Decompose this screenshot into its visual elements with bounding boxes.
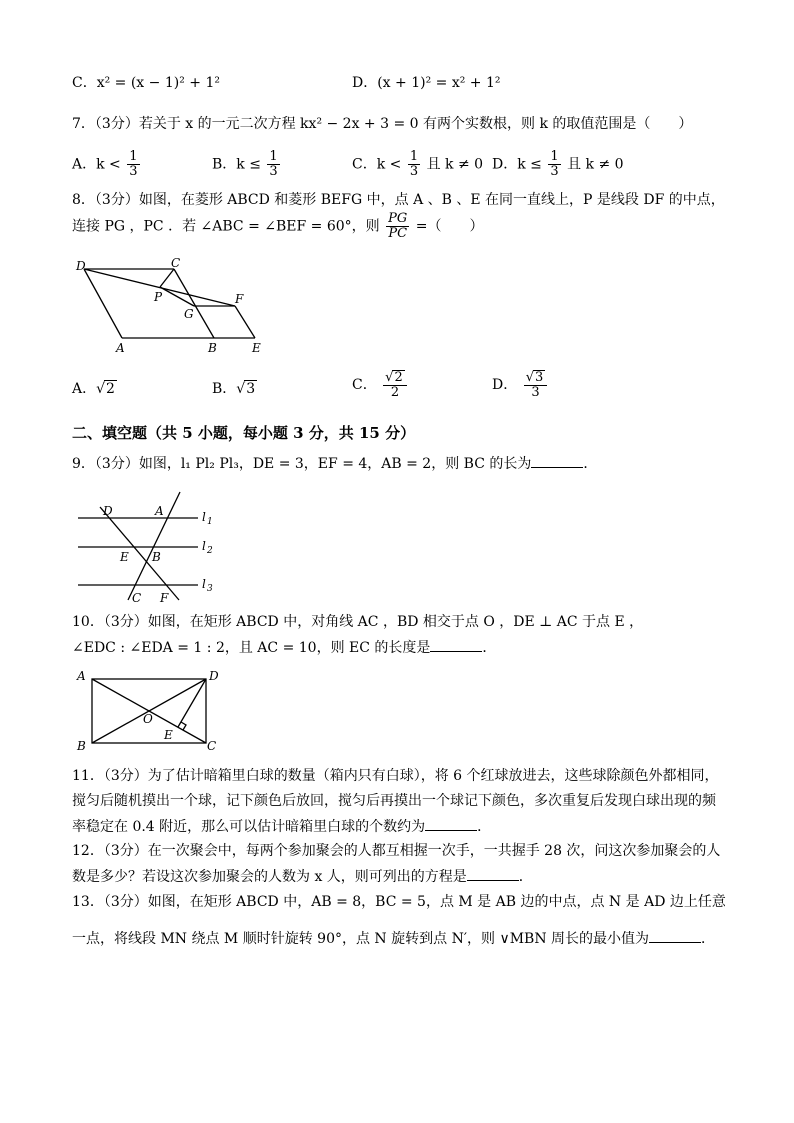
q10-label-o: O — [143, 712, 153, 726]
q11-line1: 11．（3分）为了估计暗箱里白球的数量（箱内只有白球），将 6 个红球放进去，这些球除颜色外都相同， — [72, 768, 719, 784]
q7-option-a-label: A．k < — [72, 156, 121, 173]
frac-den: PC — [388, 226, 408, 241]
fraction — [267, 150, 279, 179]
radical-sign: √ — [96, 381, 106, 397]
frac-num: 1 — [409, 149, 419, 164]
q7-option-d-label: D．k ≤ — [492, 156, 542, 173]
q7-stem: 7．（3分）若关于 x 的一元二次方程 kx² − 2x + 3 = 0 有两个实数根，则 k 的取值范围是（ ） — [72, 116, 693, 132]
q10-label-c: C — [207, 739, 217, 753]
q9-label-l2: l — [202, 539, 206, 553]
q11-line3-end: ． — [477, 819, 492, 835]
q7-option-d-cond: 且 k ≠ 0 — [567, 156, 624, 173]
q13-line2 — [72, 928, 715, 949]
q12-line1: 12．（3分）在一次聚会中，每两个参加聚会的人都互相握一次手，一共握手 28 次，问这次参加聚会的人 — [72, 843, 721, 859]
q9-label-l2-sub: 2 — [207, 546, 213, 556]
q7-option-b-label: B．k ≤ — [212, 156, 261, 173]
radicand: 3 — [246, 381, 256, 397]
q13-line1: 13．（3分）如图，在矩形 ABCD 中，AB = 8，BC = 5，点 M 是 AB 边的中点，点 N 是 AD 边上任意 — [72, 894, 726, 910]
q8-line2-post: =（ ） — [415, 218, 484, 235]
q11-line2: 搅匀后随机摸出一个球，记下颜色后放回，搅匀后再摸出一个球记下颜色，多次重复后发现白球出现的频 — [72, 793, 716, 809]
q9-parallel-lines-figure — [72, 488, 222, 608]
frac-num: 1 — [550, 149, 559, 164]
segment-ef — [235, 306, 255, 338]
q8-line2 — [72, 212, 483, 241]
q8-option-d[interactable] — [492, 370, 549, 400]
q8-line1: 8．（3分）如图，在菱形 ABCD 和菱形 BEFG 中，点 A 、B 、E 在同一直线上，P 是线段 DF 的中点， — [72, 192, 725, 208]
q9-label-l1: l — [202, 510, 206, 524]
q9-label-e: E — [120, 550, 129, 564]
q8-label-c: C — [171, 256, 181, 270]
q7-option-d[interactable] — [492, 150, 624, 179]
q13-line2-end: ． — [701, 931, 716, 947]
section-2-heading: 二、填空题（共 5 小题，每小题 3 分，共 15 分） — [72, 424, 416, 442]
radical-sign: √ — [236, 381, 246, 397]
answer-blank[interactable] — [649, 928, 701, 943]
transversal-ac — [128, 492, 180, 600]
q10-label-d: D — [209, 669, 219, 683]
frac-den: 2 — [390, 385, 400, 400]
q9-label-c: C — [132, 591, 142, 605]
q9-stem-end: ． — [583, 456, 598, 472]
q8-option-b[interactable] — [212, 378, 257, 398]
q13-line2-text: 一点，将线段 MN 绕点 M 顺时针旋转 90°，点 N 旋转到点 N′，则 ∨MBN 周长的最小值为 — [72, 931, 650, 947]
q7-option-c-cond: 且 k ≠ 0 — [426, 156, 484, 173]
q8-option-c-label: C． — [352, 377, 377, 393]
q8-option-b-label: B． — [212, 381, 237, 397]
q10-line2 — [72, 637, 496, 658]
transversal-df — [100, 507, 179, 600]
q10-label-a: A — [77, 669, 86, 683]
frac-num: √2 — [383, 370, 407, 386]
q8-label-d: D — [76, 259, 86, 273]
frac-num: 1 — [269, 149, 278, 164]
q10-line1: 10．（3分）如图，在矩形 ABCD 中，对角线 AC ，BD 相交于点 O ，DE ⊥ AC 于点 E ， — [72, 614, 644, 630]
q9-stem — [72, 453, 597, 474]
q9-label-l3: l — [202, 577, 206, 591]
fraction — [127, 150, 139, 179]
q9-label-l3-sub: 3 — [207, 584, 213, 594]
frac-num: PG — [388, 211, 408, 226]
q11-line3-text: 率稳定在 0.4 附近，那么可以估计暗箱里白球的个数约为 — [72, 819, 426, 835]
q9-label-d: D — [103, 504, 113, 518]
q7-option-a[interactable] — [72, 150, 142, 179]
fraction — [524, 370, 548, 400]
segment-cb — [174, 269, 214, 338]
q12-line2-end: ． — [518, 869, 533, 885]
q9-label-b: B — [152, 550, 161, 564]
q10-line2-text: ∠EDC : ∠EDA = 1 : 2，且 AC = 10，则 EC 的长度是 — [72, 640, 431, 656]
radicand: 2 — [106, 381, 115, 397]
frac-num: √3 — [524, 370, 548, 386]
fraction — [408, 150, 420, 179]
q8-label-e: E — [252, 341, 261, 355]
fraction — [383, 370, 407, 400]
q8-option-c[interactable] — [352, 370, 409, 400]
q9-label-a: A — [155, 504, 164, 518]
q8-label-g: G — [184, 307, 194, 321]
frac-den: 3 — [409, 164, 419, 179]
q9-label-f: F — [160, 591, 169, 605]
q8-label-b: B — [208, 341, 217, 355]
q8-option-a-label: A． — [72, 381, 97, 397]
q7-option-c[interactable] — [352, 150, 483, 179]
answer-blank[interactable] — [467, 866, 519, 881]
q9-stem-text: 9．（3分）如图，l₁ Pl₂ Pl₃，DE = 3，EF = 4，AB = 2，则 BC 的长为 — [72, 456, 532, 472]
q8-option-a[interactable] — [72, 378, 117, 398]
fraction — [548, 150, 560, 179]
q10-rectangle-figure — [72, 668, 232, 754]
segment-pg — [160, 287, 194, 306]
q10-label-e: E — [164, 728, 173, 742]
frac-den: 3 — [129, 164, 138, 179]
q11-line3 — [72, 816, 491, 837]
segment-ad — [84, 269, 122, 338]
q8-rhombus-figure — [72, 256, 282, 356]
frac-num: 1 — [129, 149, 138, 164]
frac-den: 3 — [269, 164, 278, 179]
q10-label-b: B — [77, 739, 86, 753]
q8-option-d-label: D． — [492, 377, 518, 393]
q8-label-a: A — [116, 341, 125, 355]
q7-option-b[interactable] — [212, 150, 282, 179]
q10-line2-end: ． — [482, 640, 497, 656]
frac-den: 3 — [531, 385, 540, 400]
q7-option-c-label: C．k < — [352, 156, 402, 173]
answer-blank[interactable] — [425, 816, 477, 831]
q8-line2-pre: 连接 PG ，PC ．若 ∠ABC = ∠BEF = 60°，则 — [72, 218, 380, 235]
q6-option-c[interactable]: C．x² = (x − 1)² + 1² — [72, 75, 220, 91]
frac-den: 3 — [550, 164, 559, 179]
q6-option-d[interactable]: D．(x + 1)² = x² + 1² — [352, 75, 501, 91]
answer-blank[interactable] — [531, 453, 583, 468]
fraction — [386, 212, 409, 241]
q8-label-p: P — [154, 290, 163, 304]
q9-label-l1-sub: 1 — [207, 517, 213, 527]
q8-label-f: F — [235, 292, 244, 306]
answer-blank[interactable] — [430, 637, 482, 652]
q12-line2-text: 数是多少？若设这次参加聚会的人数为 x 人，则可列出的方程是 — [72, 869, 467, 885]
segment-pc — [160, 269, 174, 287]
q12-line2 — [72, 866, 533, 887]
